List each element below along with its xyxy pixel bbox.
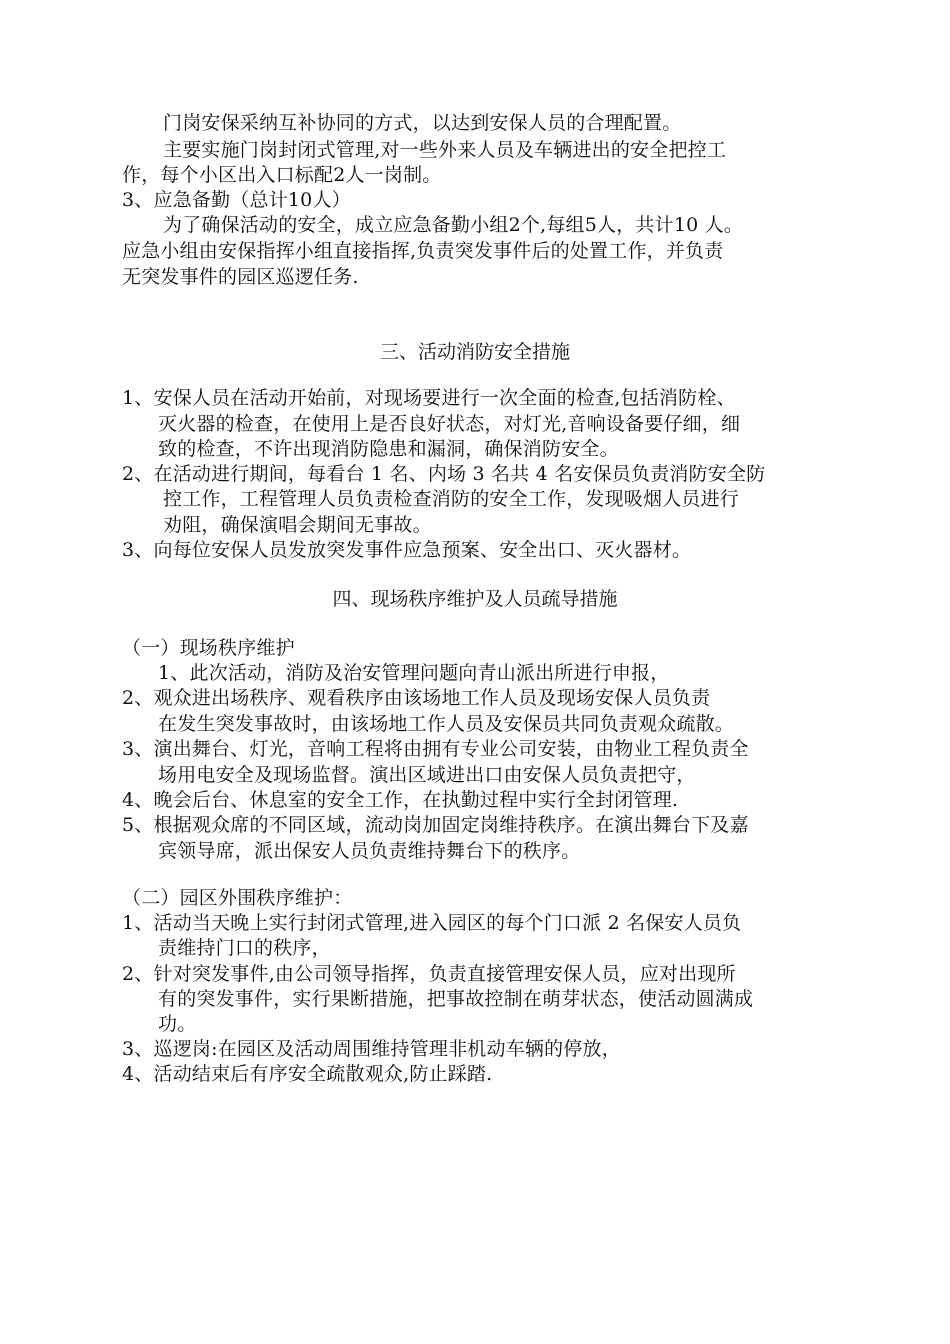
- list-item-continuation: 在发生突发事故时，由该场地工作人员及安保员共同负责观众疏散。: [158, 713, 735, 735]
- list-item: 4、晚会后台、休息室的安全工作，在执勤过程中实行全封闭管理.: [122, 789, 679, 811]
- paragraph-line: 门岗安保采纳互补协同的方式，以达到安保人员的合理配置。: [163, 112, 682, 134]
- list-item-continuation: 致的检查，不许出现消防隐患和漏洞，确保消防安全。: [158, 438, 619, 460]
- list-item: 3、演出舞台、灯光，音响工程将由拥有专业公司安装，由物业工程负责全: [122, 738, 749, 760]
- list-item: 3、向每位安保人员发放突发事件应急预案、安全出口、灭火器材。: [122, 539, 692, 561]
- paragraph-line: 应急小组由安保指挥小组直接指挥,负责突发事件后的处置工作，并负责: [122, 240, 724, 262]
- list-item: 2、针对突发事件,由公司领导指挥，负责直接管理安保人员，应对出现所: [122, 963, 736, 985]
- paragraph-line: 作，每个小区出入口标配2人一岗制。: [122, 164, 442, 186]
- list-item-continuation: 功。: [158, 1013, 197, 1035]
- list-item-continuation: 控工作，工程管理人员负责检查消防的安全工作，发现吸烟人员进行: [163, 488, 740, 510]
- list-item: 1、安保人员在活动开始前，对现场要进行一次全面的检查,包括消防栓、: [122, 387, 736, 409]
- subsection-title: （二）园区外围秩序维护：: [122, 887, 353, 909]
- section-heading: 四、现场秩序维护及人员疏导措施: [332, 588, 618, 610]
- list-item: 3、巡逻岗:在园区及活动周围维持管理非机动车辆的停放，: [122, 1038, 621, 1060]
- list-item: 1、活动当天晚上实行封闭式管理,进入园区的每个门口派 2 名保安人员负: [122, 912, 742, 934]
- section-heading: 三、活动消防安全措施: [379, 341, 570, 363]
- list-item-continuation: 场用电安全及现场监督。演出区域进出口由安保人员负责把守，: [158, 764, 696, 786]
- list-item: 4、活动结束后有序安全疏散观众,防止踩踏.: [122, 1063, 493, 1085]
- list-item-continuation: 有的突发事件，实行果断措施，把事故控制在萌芽状态，使活动圆满成: [158, 988, 754, 1010]
- list-item-continuation: 灭火器的检查，在使用上是否良好状态，对灯光,音响设备要仔细，细: [158, 413, 741, 435]
- list-item: 2、观众进出场秩序、观看秩序由该场地工作人员及现场安保人员负责: [122, 687, 711, 709]
- list-item: 1、此次活动，消防及治安管理问题向青山派出所进行申报，: [158, 662, 670, 684]
- list-item: 5、根据观众席的不同区域，流动岗加固定岗维持秩序。在演出舞台下及嘉: [122, 814, 749, 836]
- paragraph-line: 主要实施门岗封闭式管理,对一些外来人员及车辆进出的安全把控工: [163, 139, 727, 161]
- list-item-continuation: 责维持门口的秩序，: [158, 937, 331, 959]
- subsection-title: （一）现场秩序维护: [122, 637, 295, 659]
- list-item-continuation: 宾领导席，派出保安人员负责维持舞台下的秩序。: [158, 840, 581, 862]
- list-item-heading: 3、应急备勤（总计10人）: [122, 189, 351, 211]
- list-item: 2、在活动进行期间，每看台 1 名、内场 3 名共 4 名安保员负责消防安全防: [122, 463, 766, 485]
- paragraph-line: 无突发事件的园区巡逻任务.: [122, 266, 359, 288]
- paragraph-line: 为了确保活动的安全，成立应急备勤小组2个,每组5人，共计10 人。: [163, 214, 744, 236]
- list-item-continuation: 劝阻，确保演唱会期间无事故。: [163, 514, 432, 536]
